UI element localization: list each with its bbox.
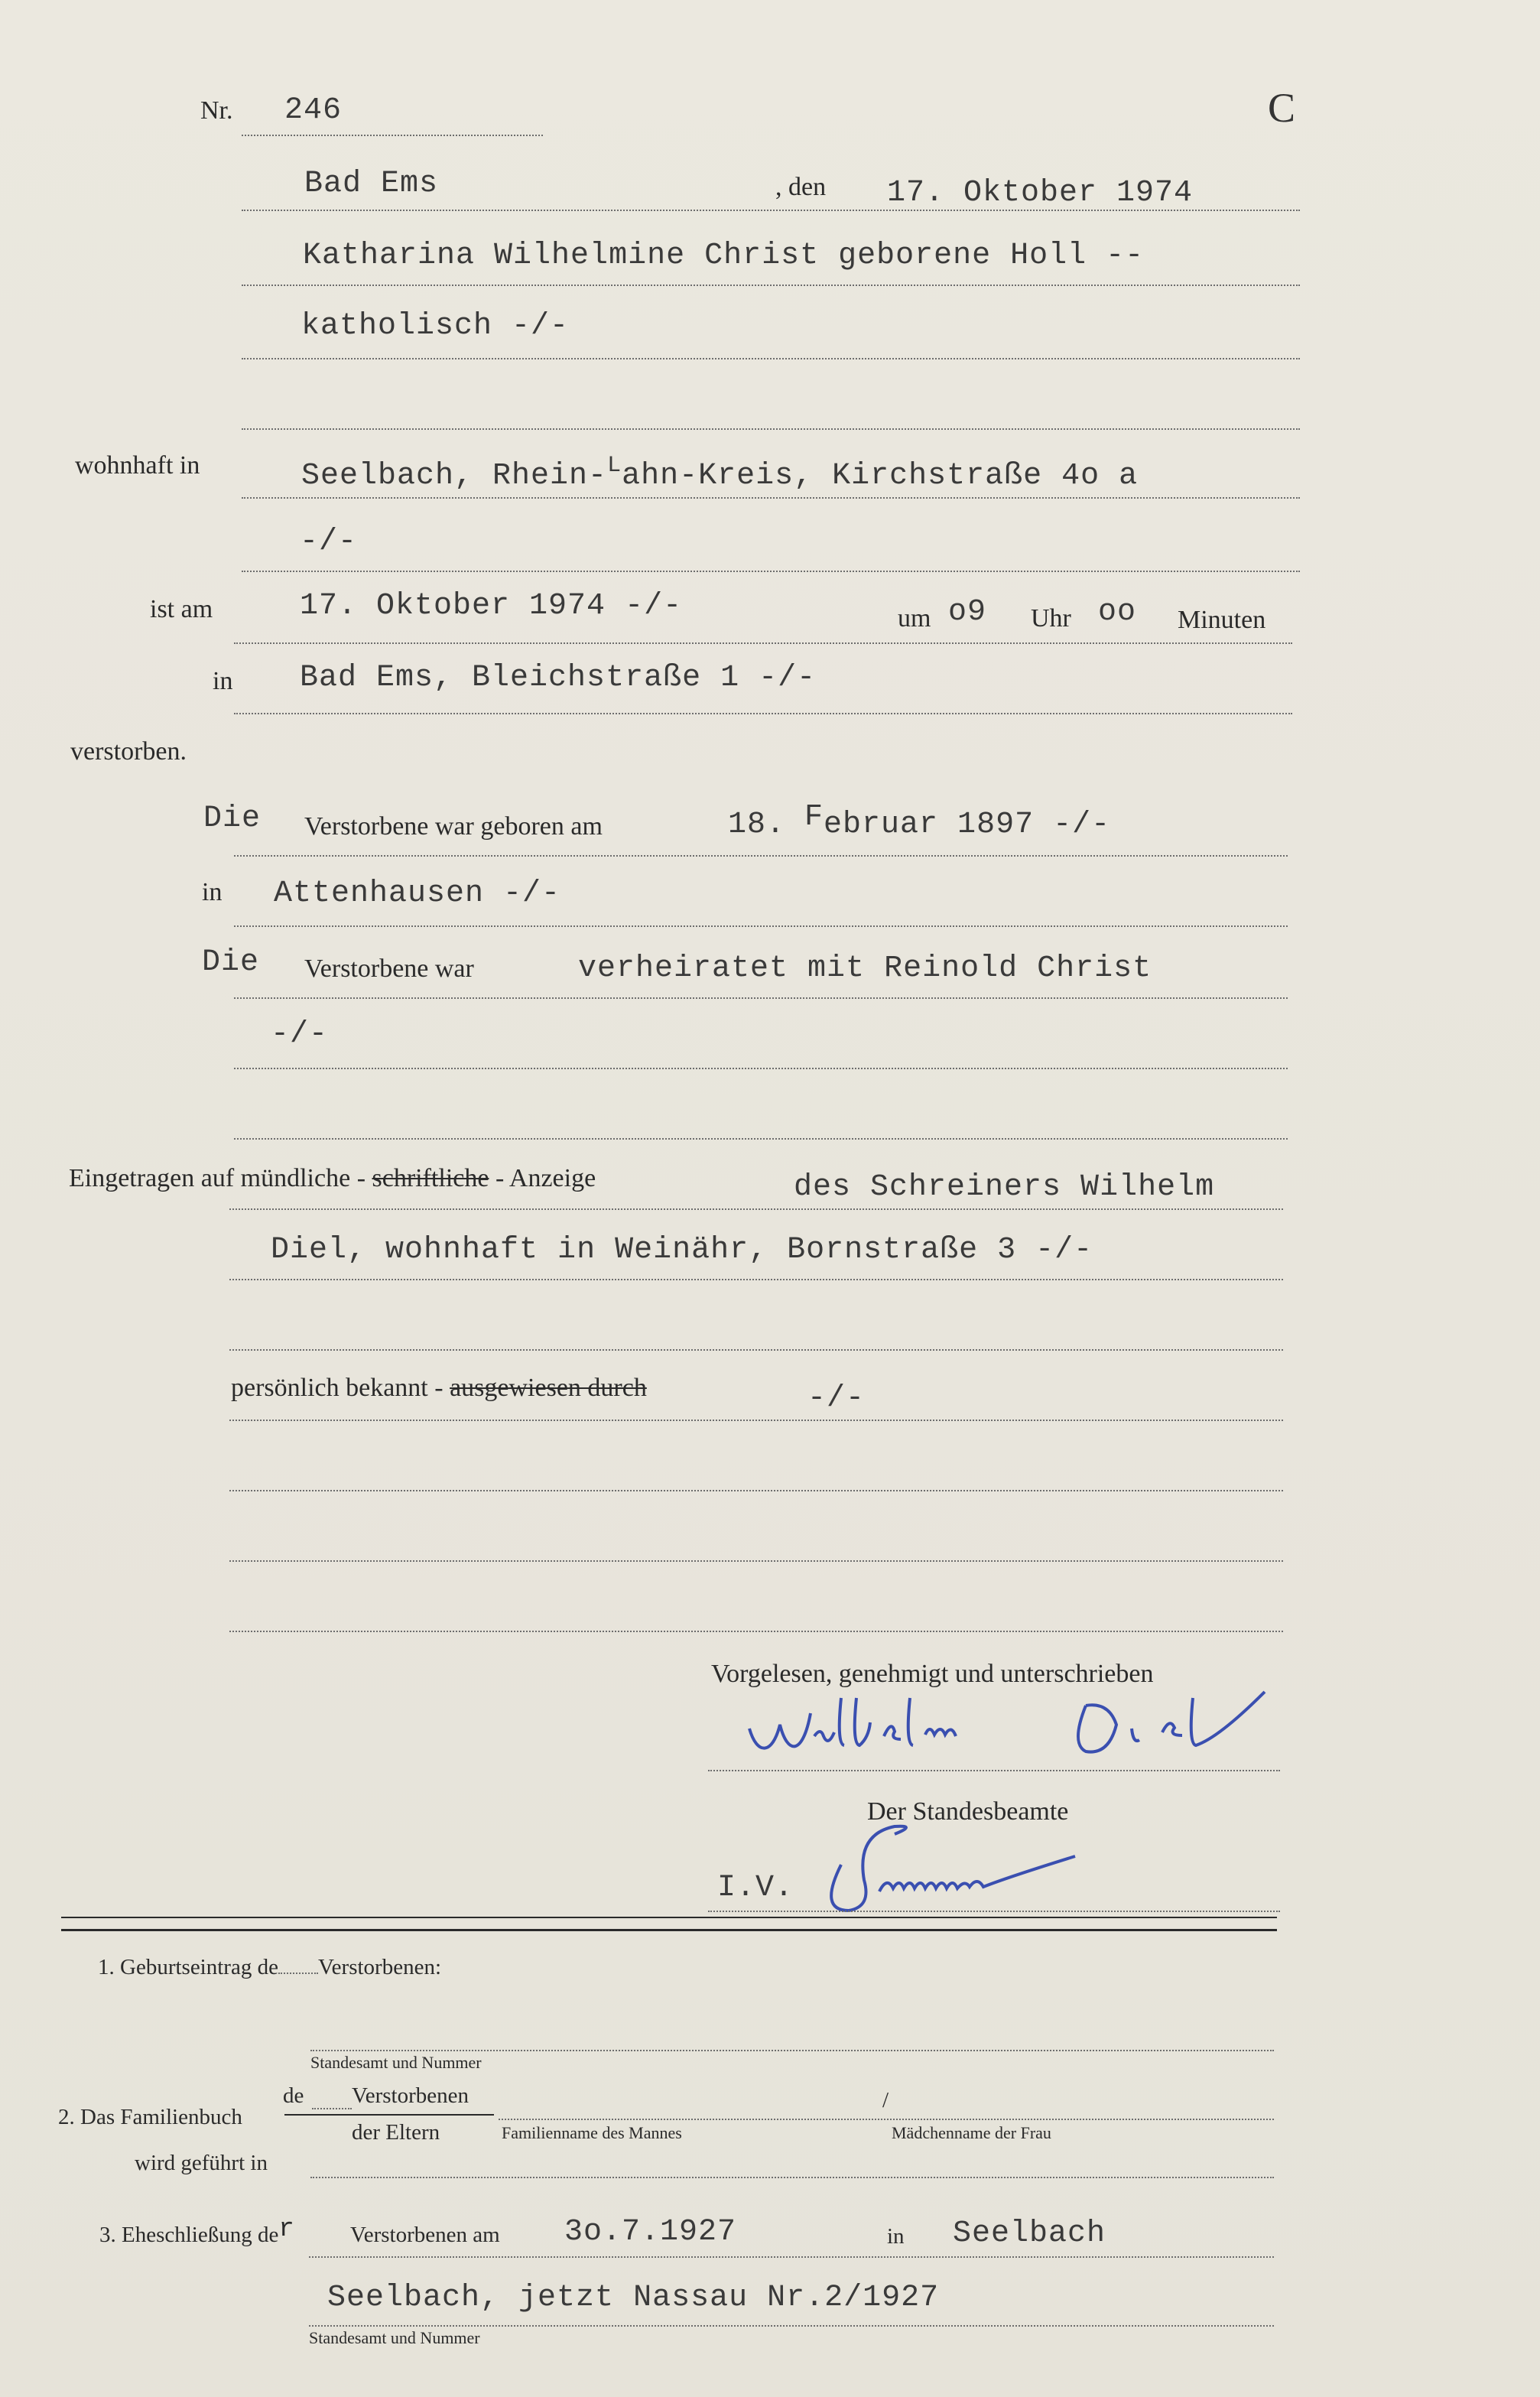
item2-label: 2. Das Familienbuch bbox=[58, 2105, 242, 2129]
registration-label: Eingetragen auf mündliche - schriftliche - Anzeige bbox=[69, 1164, 596, 1192]
death-place-line bbox=[234, 713, 1292, 714]
item1-label: 1. Geburtseintrag de Verstorbenen: bbox=[98, 1955, 442, 1979]
blank-line-4 bbox=[229, 1490, 1283, 1491]
informant-line-1: des Schreiners Wilhelm bbox=[794, 1170, 1215, 1205]
corner-letter: C bbox=[1268, 85, 1296, 131]
deceased-name: Katharina Wilhelmine Christ geborene Holl -- bbox=[303, 239, 1145, 273]
death-place: Bad Ems, Bleichstraße 1 -/- bbox=[300, 661, 817, 695]
item2-slash: / bbox=[882, 2088, 889, 2112]
born-label: Verstorbene war geboren am bbox=[304, 812, 603, 841]
item2-verstorbenen: Verstorbenen bbox=[352, 2083, 469, 2108]
birth-date: 18. Februar 1897 -/- bbox=[728, 800, 1111, 842]
residence-line-2-rule bbox=[242, 571, 1300, 572]
separator-thick bbox=[61, 1929, 1277, 1931]
minutes-value: oo bbox=[1098, 595, 1137, 629]
item3-line bbox=[309, 2256, 1274, 2258]
informant-signature-line bbox=[708, 1770, 1280, 1771]
blank-line-2 bbox=[234, 1138, 1288, 1140]
blank-line-5 bbox=[229, 1560, 1283, 1562]
date-value: 17. Oktober 1974 bbox=[887, 176, 1194, 210]
item3-verstorbenen-am: Verstorbenen am bbox=[350, 2223, 500, 2247]
date-line bbox=[242, 210, 1300, 211]
birth-place-line bbox=[234, 925, 1288, 927]
registrar-signature-line bbox=[708, 1911, 1280, 1912]
death-date: 17. Oktober 1974 -/- bbox=[300, 589, 683, 623]
item1-line bbox=[310, 2050, 1274, 2051]
item2-eltern: der Eltern bbox=[352, 2120, 440, 2145]
nr-line bbox=[242, 135, 543, 136]
blank-line-1 bbox=[242, 428, 1300, 430]
residence-line-1: Seelbach, Rhein-$^L$ahn-Kreis, Kirchstraße 4o a bbox=[301, 453, 1139, 493]
religion-value: katholisch -/- bbox=[301, 309, 570, 343]
familienname-label: Familienname des Mannes bbox=[502, 2123, 682, 2142]
separator-thin bbox=[61, 1917, 1277, 1918]
informant-line-2-rule bbox=[229, 1279, 1283, 1280]
informant-line-1-rule bbox=[229, 1208, 1283, 1210]
died-on-label: ist am bbox=[150, 595, 213, 623]
death-date-line bbox=[234, 642, 1292, 644]
marital-value-2: -/- bbox=[271, 1017, 329, 1052]
death-in-label: in bbox=[213, 667, 233, 695]
residence-label: wohnhaft in bbox=[75, 451, 200, 480]
name-line bbox=[242, 285, 1300, 286]
read-approved-label: Vorgelesen, genehmigt und unterschrieben bbox=[711, 1660, 1154, 1688]
marital-label: Verstorbene war bbox=[304, 955, 474, 983]
item2-de: de bbox=[283, 2083, 304, 2108]
standesamt-nummer-label-2: Standesamt und Nummer bbox=[309, 2328, 480, 2347]
place-value: Bad Ems bbox=[304, 167, 439, 201]
marital-line-2 bbox=[234, 1068, 1288, 1069]
item2-underline bbox=[284, 2114, 494, 2116]
marriage-registry-line bbox=[309, 2325, 1274, 2327]
birth-date-line bbox=[234, 855, 1288, 857]
gefuehrt-label: wird geführt in bbox=[135, 2151, 268, 2175]
die-prefix-2: Die bbox=[202, 945, 260, 980]
marital-line bbox=[234, 997, 1288, 999]
registrar-signature bbox=[811, 1819, 1208, 1911]
minuten-label: Minuten bbox=[1178, 606, 1266, 634]
informant-line-2: Diel, wohnhaft in Weinähr, Bornstraße 3 -/- bbox=[271, 1233, 1093, 1267]
um-label: um bbox=[898, 604, 931, 633]
verstorben-label: verstorben. bbox=[70, 737, 187, 766]
item2-name-line bbox=[499, 2119, 1274, 2120]
die-prefix-1: Die bbox=[203, 802, 262, 836]
birth-in-label: in bbox=[202, 878, 223, 906]
marriage-place: Seelbach bbox=[953, 2216, 1106, 2251]
residence-line-2: -/- bbox=[300, 525, 358, 559]
blank-line-6 bbox=[229, 1631, 1283, 1632]
marital-value: verheiratet mit Reinold Christ bbox=[578, 951, 1152, 986]
known-label: persönlich bekannt - ausgewiesen durch bbox=[231, 1374, 647, 1402]
gefuehrt-line bbox=[310, 2177, 1274, 2178]
nr-value: 246 bbox=[284, 93, 343, 128]
hour-value: o9 bbox=[948, 595, 987, 629]
maedchenname-label: Mädchenname der Frau bbox=[892, 2123, 1051, 2142]
item3-in: in bbox=[887, 2224, 905, 2249]
item2-de-dots bbox=[312, 2108, 352, 2109]
nr-label: Nr. bbox=[200, 96, 233, 125]
iv-label: I.V. bbox=[717, 1871, 794, 1905]
birth-place: Attenhausen -/- bbox=[274, 877, 561, 911]
known-line bbox=[229, 1420, 1283, 1421]
marriage-registry: Seelbach, jetzt Nassau Nr.2/1927 bbox=[327, 2281, 940, 2315]
known-value: -/- bbox=[807, 1381, 866, 1416]
blank-line-3 bbox=[229, 1349, 1283, 1351]
uhr-label: Uhr bbox=[1031, 604, 1071, 633]
registrar-label: Der Standesbeamte bbox=[867, 1797, 1069, 1826]
den-label: , den bbox=[775, 173, 827, 201]
informant-signature bbox=[734, 1683, 1315, 1774]
religion-line bbox=[242, 358, 1300, 359]
residence-line bbox=[242, 497, 1300, 499]
standesamt-nummer-label-1: Standesamt und Nummer bbox=[310, 2053, 482, 2072]
item3-label: 3. Eheschließung der bbox=[99, 2215, 294, 2247]
marriage-date: 3o.7.1927 bbox=[564, 2215, 737, 2249]
